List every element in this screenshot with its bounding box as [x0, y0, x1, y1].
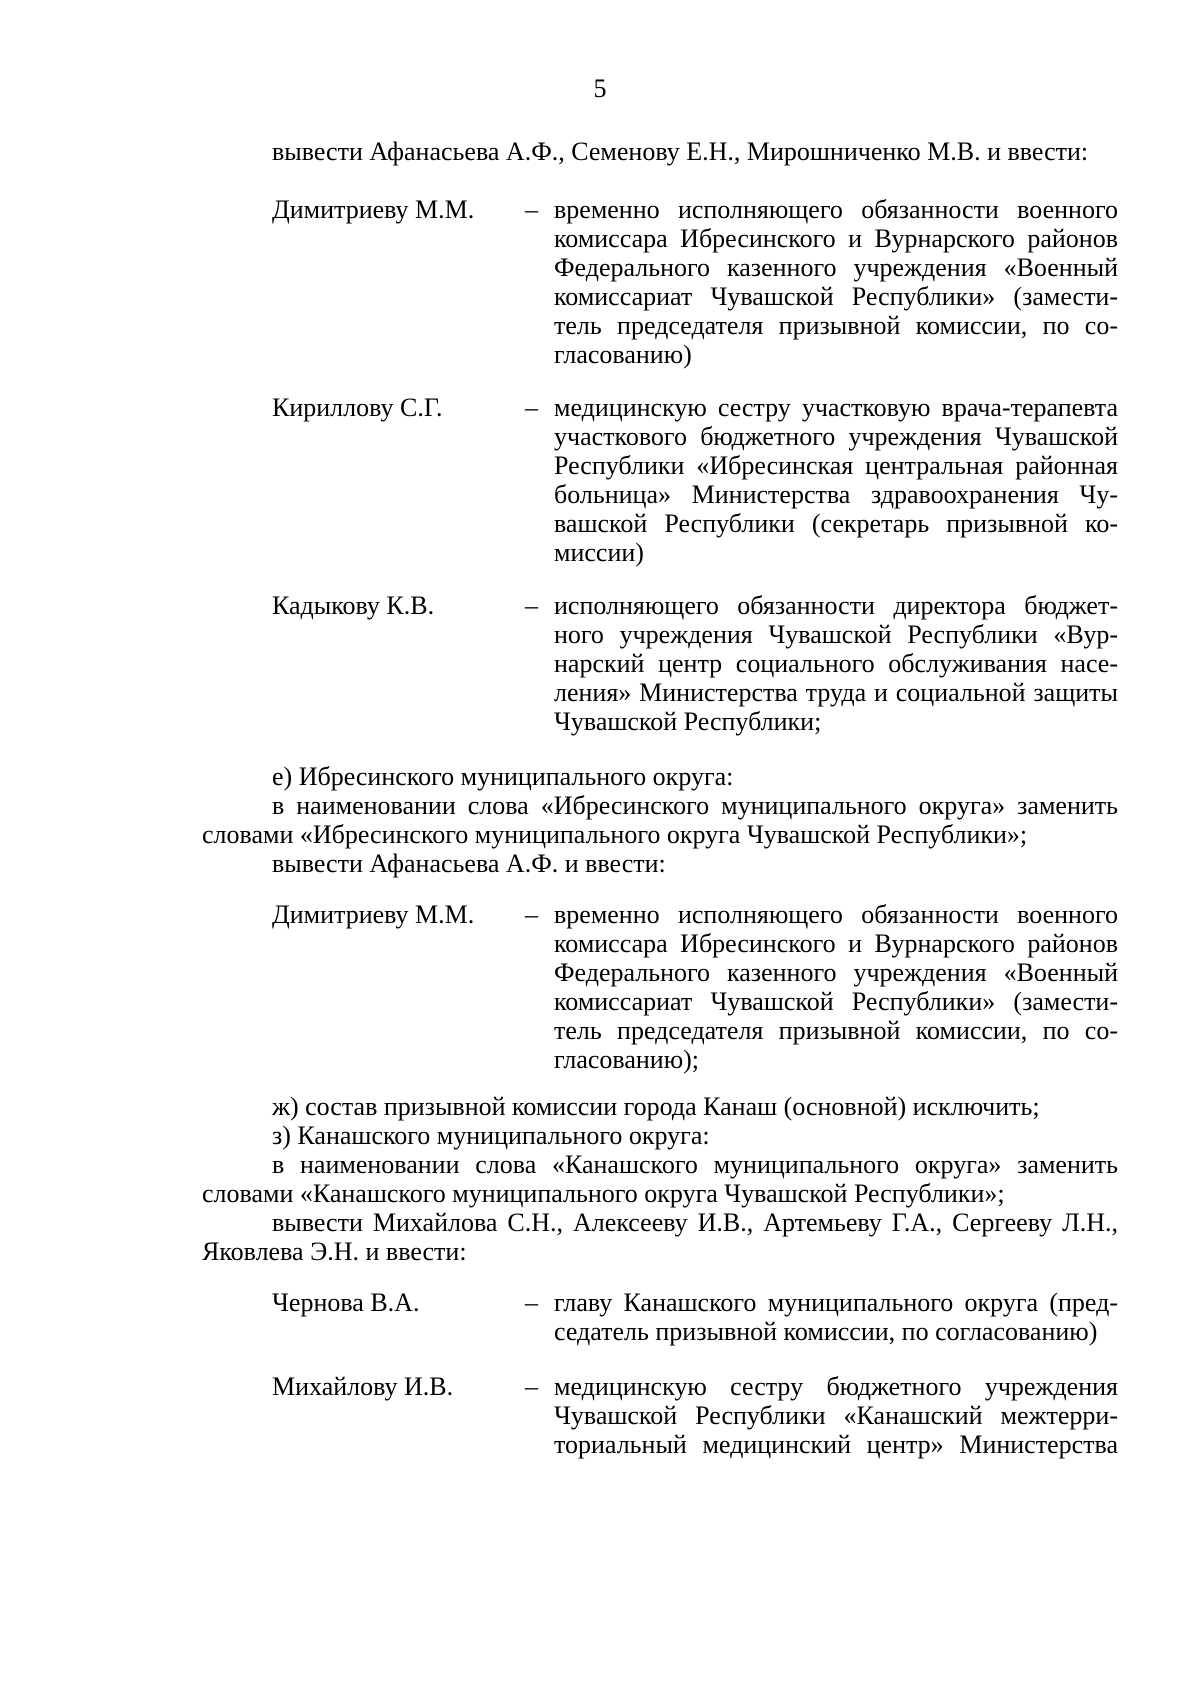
member-name: Кадыкову К.В.: [272, 591, 435, 620]
subsection-e-heading: е) Ибресинского муниципального округа:: [272, 762, 734, 791]
member-description: медицинскую сестру бюджетного учреждения Чувашской Республики «Канашский межтерри- ториальный медицинский центр» Министерства: [554, 1372, 1118, 1459]
entry-dash: –: [525, 1288, 538, 1317]
paragraph-remove-persons: вывести Афанасьева А.Ф., Семенову Е.Н., Мирошниченко М.В. и ввести:: [272, 137, 1089, 166]
entry-dash: –: [525, 393, 538, 422]
member-name: Кириллову С.Г.: [272, 393, 443, 422]
paragraph-rename-kanashsky: в наименовании слова «Канашского муниципального округа» заменить словами «Канашского муниципального округа Чувашской Республики»;: [202, 1150, 1118, 1208]
entry-dash: –: [525, 591, 538, 620]
paragraph-remove-kanash-members: вывести Михайлова С.Н., Алексееву И.В., Артемьеву Г.А., Сергееву Л.Н., Яковлева Э.Н. и ввести:: [202, 1208, 1118, 1266]
entry-dash: –: [525, 1372, 538, 1401]
member-name: Михайлову И.В.: [272, 1372, 454, 1401]
page-number: 5: [593, 74, 607, 103]
subsection-z-heading: з) Канашского муниципального округа:: [272, 1121, 710, 1150]
member-description: главу Канашского муниципального округа (пред- седатель призывной комиссии, по согласованию): [554, 1288, 1118, 1346]
member-description: временно исполняющего обязанности военного комиссара Ибресинского и Вурнарского районов Федерального казенного учреждения «Военный комиссариат Чувашской Республики» (замести- тель председателя призывной комиссии, по со- гласованию): [554, 195, 1118, 369]
subsection-zh-text: ж) состав призывной комиссии города Канаш (основной) исключить;: [272, 1092, 1040, 1121]
paragraph-rename-ibresinsky: в наименовании слова «Ибресинского муниципального округа» заменить словами «Ибресинского муниципального округа Чувашской Республики»;: [202, 791, 1118, 849]
paragraph-remove-afanasyev: вывести Афанасьева А.Ф. и ввести:: [272, 849, 666, 878]
member-description: временно исполняющего обязанности военного комиссара Ибресинского и Вурнарского районов Федерального казенного учреждения «Военный комиссариат Чувашской Республики» (замести- тель председателя призывной комиссии, по со- гласованию);: [554, 900, 1118, 1074]
member-description: исполняющего обязанности директора бюджет- ного учреждения Чувашской Республики «Вур- нарский центр социального обслуживания насе- ления» Министерства труда и социальной защиты Чувашской Республики;: [554, 591, 1118, 736]
entry-dash: –: [525, 195, 538, 224]
entry-dash: –: [525, 900, 538, 929]
member-name: Димитриеву М.М.: [272, 195, 475, 224]
member-description: медицинскую сестру участковую врача-терапевта участкового бюджетного учреждения Чувашской Республики «Ибресинская центральная районная больница» Министерства здравоохранения Чу- вашской Республики (секретарь призывной ко- миссии): [554, 393, 1118, 567]
member-name: Димитриеву М.М.: [272, 900, 475, 929]
member-name: Чернова В.А.: [272, 1288, 420, 1317]
